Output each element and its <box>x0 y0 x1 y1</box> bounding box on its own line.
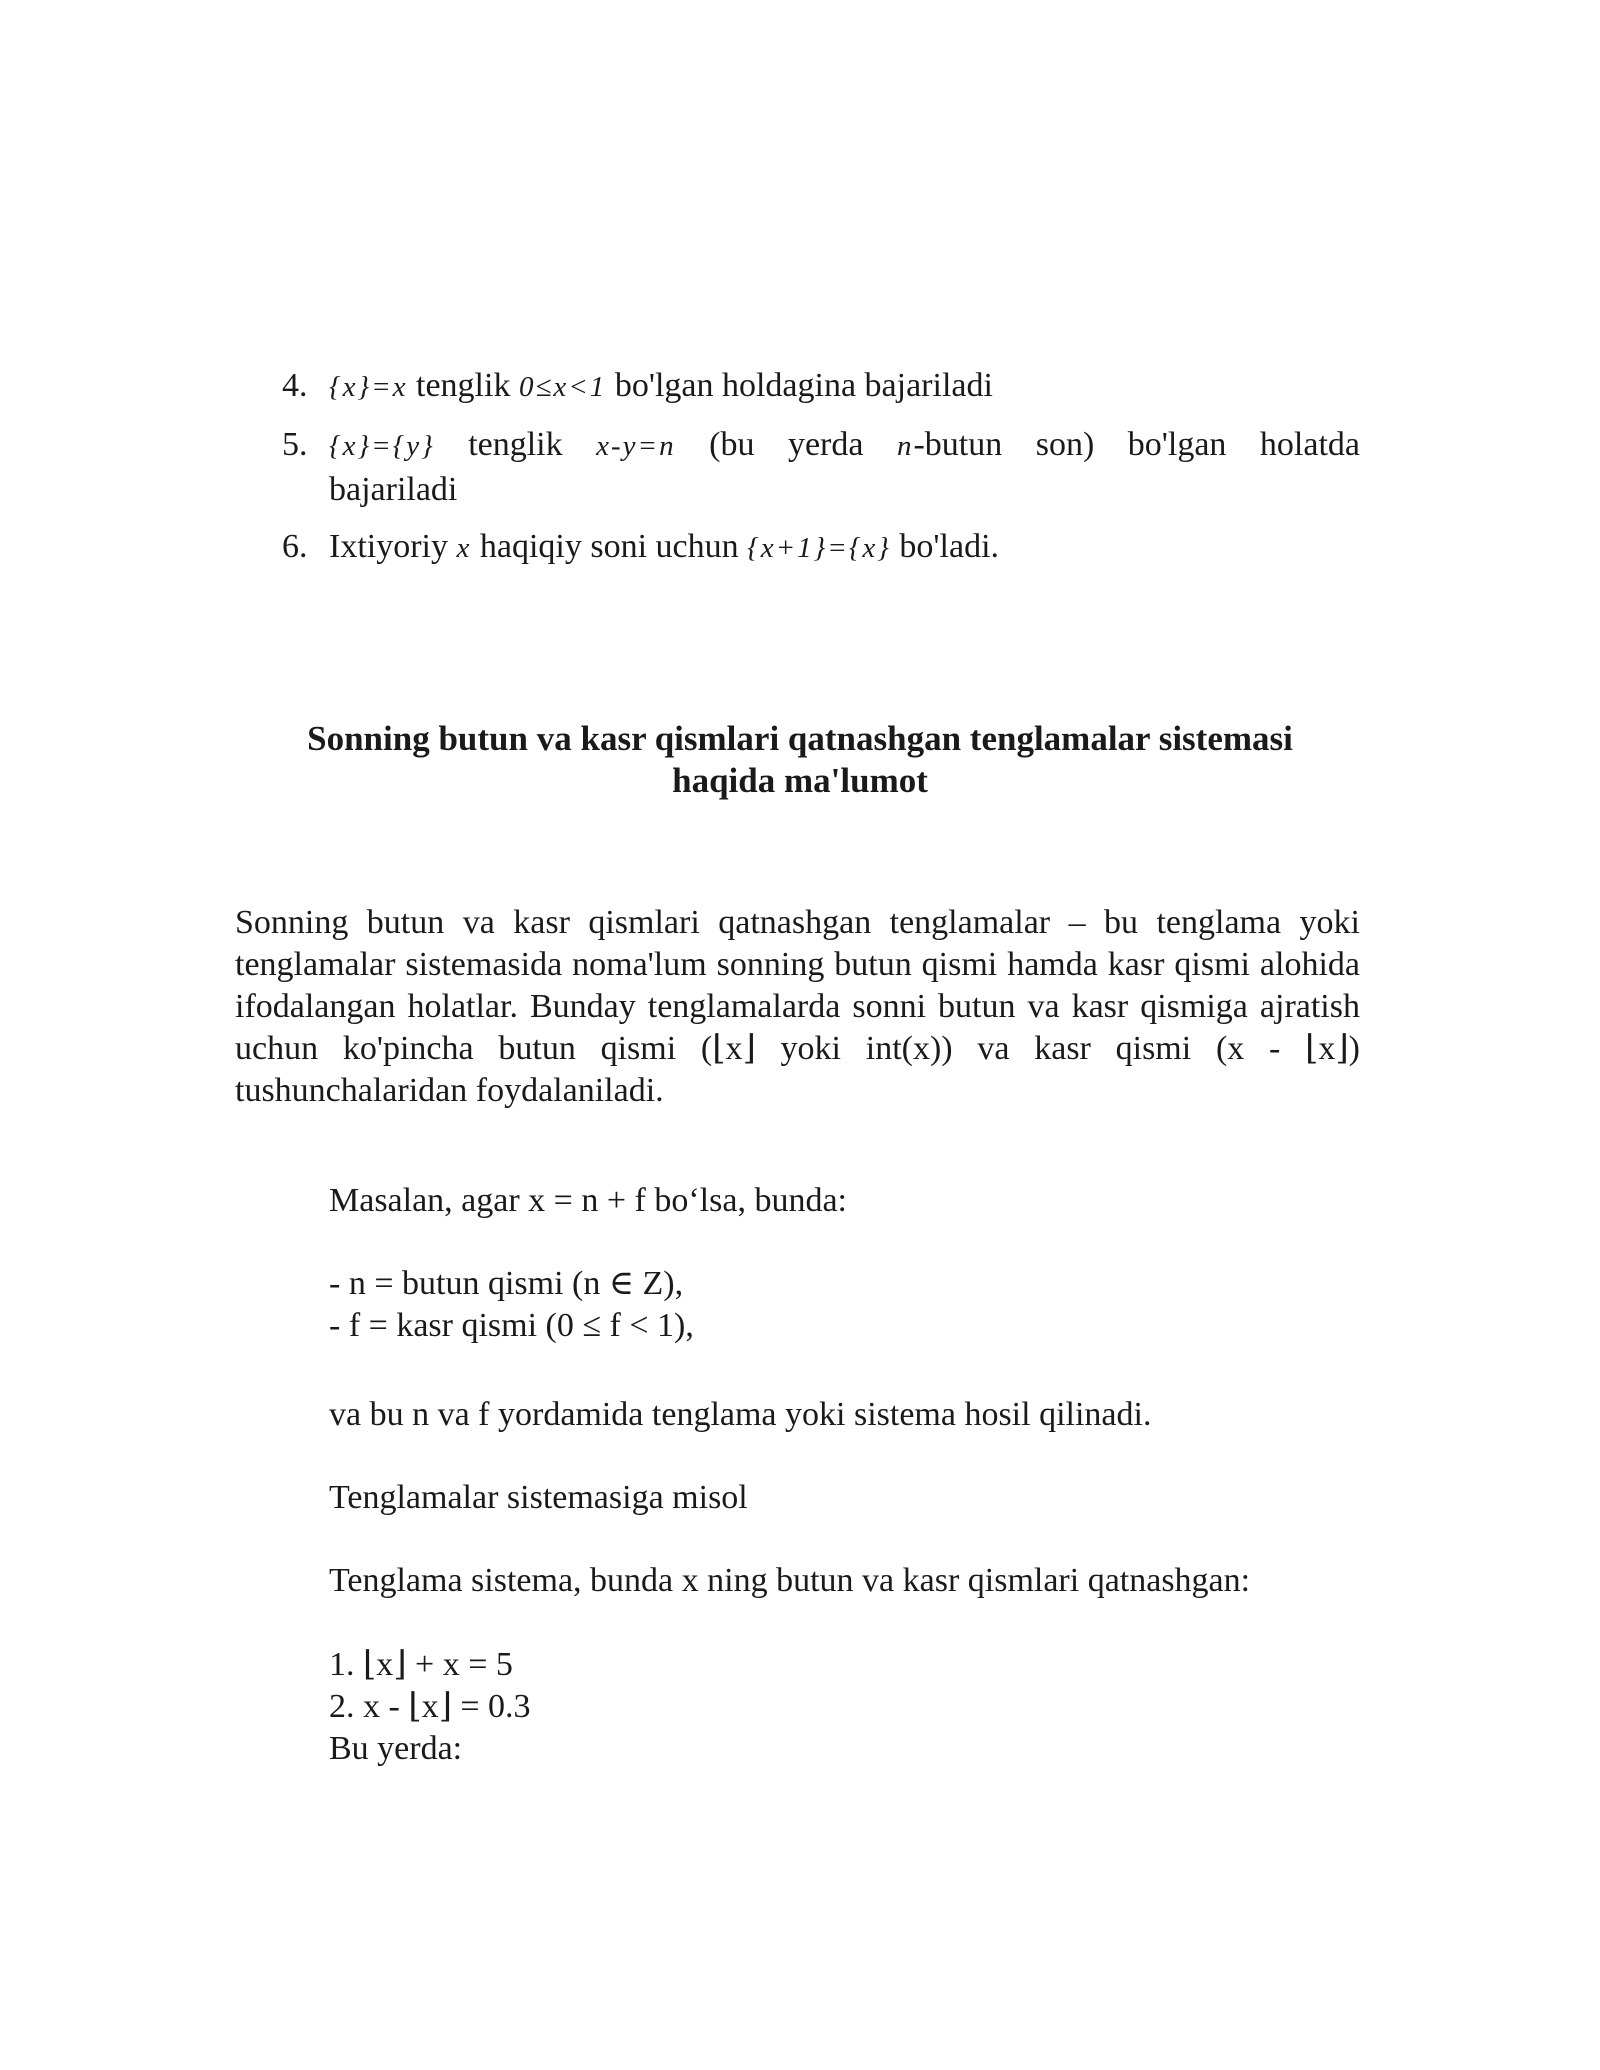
math-expression: {x+1}={x} <box>747 532 891 564</box>
math-expression: {x}=x <box>329 371 408 403</box>
list-number: 5. <box>282 426 308 463</box>
system-title: Tenglamalar sistemasiga misol <box>329 1479 748 1516</box>
section-heading-line: Sonning butun va kasr qismlari qatnashgan tenglamalar sistemasi <box>307 719 1293 758</box>
text-fragment: bo'lgan holdagina bajariladi <box>606 367 993 404</box>
list-item <box>282 364 1360 409</box>
example-lead: Masalan, agar x = n + f bo‘lsa, bunda: <box>329 1182 847 1219</box>
math-expression: x <box>456 532 472 564</box>
section-heading <box>230 718 1370 802</box>
math-expression: {x}={y} <box>329 430 435 462</box>
equation-2: 2. x - ⌊x⌋ = 0.3 <box>329 1688 531 1725</box>
text-fragment: (bu yerda <box>675 426 897 463</box>
system-lead: Tenglama sistema, bunda x ning butun va kasr qismlari qatnashgan: <box>329 1562 1251 1599</box>
text-fragment: bajariladi <box>329 471 458 508</box>
text-fragment: tenglik <box>434 426 597 463</box>
properties-list <box>282 364 1360 584</box>
example-bullet: - n = butun qismi (n ∈ Z), <box>329 1265 684 1302</box>
math-expression: n <box>896 430 914 462</box>
list-number: 4. <box>282 367 308 404</box>
list-item <box>282 423 1360 511</box>
text-fragment: tenglik <box>407 367 519 404</box>
list-item-text-line <box>329 423 1360 468</box>
text-fragment: Ixtiyoriy <box>329 528 457 565</box>
text-fragment: bo'ladi. <box>890 528 1000 565</box>
text-fragment: -butun son) bo'lgan holatda <box>913 426 1361 463</box>
bu-yerda-label: Bu yerda: <box>329 1730 463 1767</box>
list-item <box>282 525 1360 570</box>
list-item-text <box>329 367 993 404</box>
intro-paragraph: Sonning butun va kasr qismlari qatnashgan tenglamalar – bu tenglama yoki tenglamalar sistemasida noma'lum sonning butun qismi hamda kasr qismi alohida ifodalangan holatlar. Bunday tenglamalarda sonni butun va kasr qismiga ajratish uchun ko'pincha butun qismi (⌊x⌋ yoki int(x)) va kasr qismi (x - ⌊x⌋) tushunchalaridan foydalaniladi. <box>235 904 1360 1109</box>
section-heading-line: haqida ma'lumot <box>672 761 928 800</box>
list-item-text <box>329 528 999 565</box>
text-fragment: haqiqiy soni uchun <box>471 528 748 565</box>
equation-1: 1. ⌊x⌋ + x = 5 <box>329 1646 513 1683</box>
example-after: va bu n va f yordamida tenglama yoki sistema hosil qilinadi. <box>329 1396 1152 1433</box>
math-expression: x-y=n <box>596 430 676 462</box>
list-number: 6. <box>282 528 308 565</box>
list-item-text-line <box>329 468 1360 511</box>
example-bullet: - f = kasr qismi (0 ≤ f < 1), <box>329 1307 694 1344</box>
math-expression: 0≤x<1 <box>518 371 607 403</box>
